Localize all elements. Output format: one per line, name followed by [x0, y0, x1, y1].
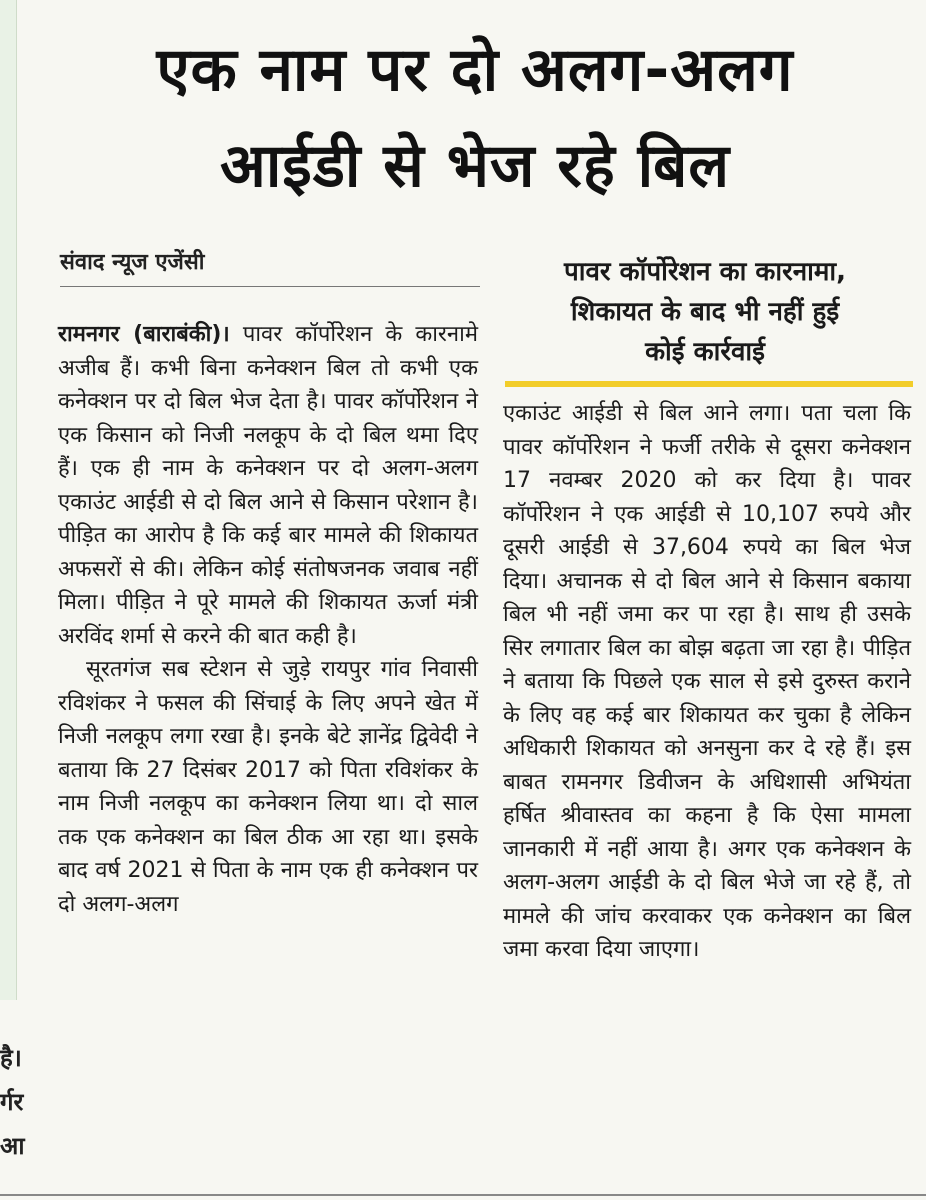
adjacent-column-strip: [0, 0, 17, 1000]
article-column-right: [503, 397, 911, 1187]
adjacent-article-fragments: [0, 1036, 28, 1168]
bottom-border: [0, 1194, 926, 1196]
sub-headline-line-2: शिकायत के बाद भी नहीं हुई: [570, 297, 840, 327]
article-column-left: [58, 318, 478, 1198]
fragment-3: आ: [0, 1132, 25, 1160]
sub-headline-line-3: कोई कार्रवाई: [645, 337, 765, 367]
paragraph-2: सूरतगंज सब स्टेशन से जुड़े रायपुर गांव निवासी रविशंकर ने फसल की सिंचाई के लिए अपने खेत में निजी नलकूप लगा रखा है। इनके बेटे ज्ञानेंद्र द्विवेदी ने बताया कि 27 दिसंबर 2017 को पिता रविशंकर के नाम निजी नलकूप का कनेक्शन लिया था। दो साल तक एक कनेक्शन का बिल ठीक आ रहा था। इसके बाद वर्ष 2021 से पिता के नाम एक ही कनेक्शन पर दो अलग-अलग: [58, 657, 478, 917]
sub-headline: [495, 252, 915, 372]
byline: संवाद न्यूज एजेंसी: [60, 246, 480, 287]
headline-line-1: एक नाम पर दो अलग-अलग: [156, 35, 794, 105]
paragraph-1-text: पावर कॉर्पोरेशन के कारनामे अजीब हैं। कभी बिना कनेक्शन बिल तो कभी एक कनेक्शन पर दो बिल भेज देता है। पावर कॉर्पोरेशन ने एक किसान को निजी नलकूप के दो बिल थमा दिए हैं। एक ही नाम के कनेक्शन पर दो अलग-अलग एकाउंट आईडी से दो बिल आने से किसान परेशान है। पीड़ित का आरोप है कि कई बार मामले की शिकायत अफसरों से की। लेकिन कोई संतोषजनक जवाब नहीं मिला। पीड़ित ने पूरे मामले की शिकायत ऊर्जा मंत्री अरविंद शर्मा से करने की बात कही है।: [58, 322, 478, 649]
fragment-2: र्गर: [0, 1088, 24, 1116]
headline-line-2: आईडी से भेज रहे बिल: [219, 131, 731, 201]
paragraph-1: [58, 318, 478, 653]
accent-divider: [505, 381, 913, 387]
headline: [40, 22, 910, 214]
fragment-1: है।: [0, 1044, 22, 1072]
dateline: रामनगर (बाराबंकी)।: [58, 322, 230, 347]
sub-headline-line-1: पावर कॉर्पोरेशन का कारनामा,: [563, 257, 847, 287]
paragraph-3: एकाउंट आईडी से बिल आने लगा। पता चला कि पावर कॉर्पोरेशन ने फर्जी तरीके से दूसरा कनेक्शन 17 नवम्बर 2020 को कर दिया है। पावर कॉर्पोरेशन ने एक आईडी से 10,107 रुपये और दूसरी आईडी से 37,604 रुपये का बिल भेज दिया। अचानक से दो बिल आने से किसान बकाया बिल भी नहीं जमा कर पा रहा है। साथ ही उसके सिर लगातार बिल का बोझ बढ़ता जा रहा है। पीड़ित ने बताया कि पिछले एक साल से इसे दुरुस्त कराने के लिए वह कई बार शिकायत कर चुका है लेकिन अधिकारी शिकायत को अनसुना कर दे रहे हैं। इस बाबत रामनगर डिवीजन के अधिशासी अभियंता हर्षित श्रीवास्तव का कहना है कि ऐसा मामला जानकारी में नहीं आया है। अगर एक कनेक्शन के अलग-अलग आईडी के दो बिल भेजे जा रहे हैं, तो मामले की जांच करवाकर एक कनेक्शन का बिल जमा करवा दिया जाएगा।: [503, 401, 911, 962]
